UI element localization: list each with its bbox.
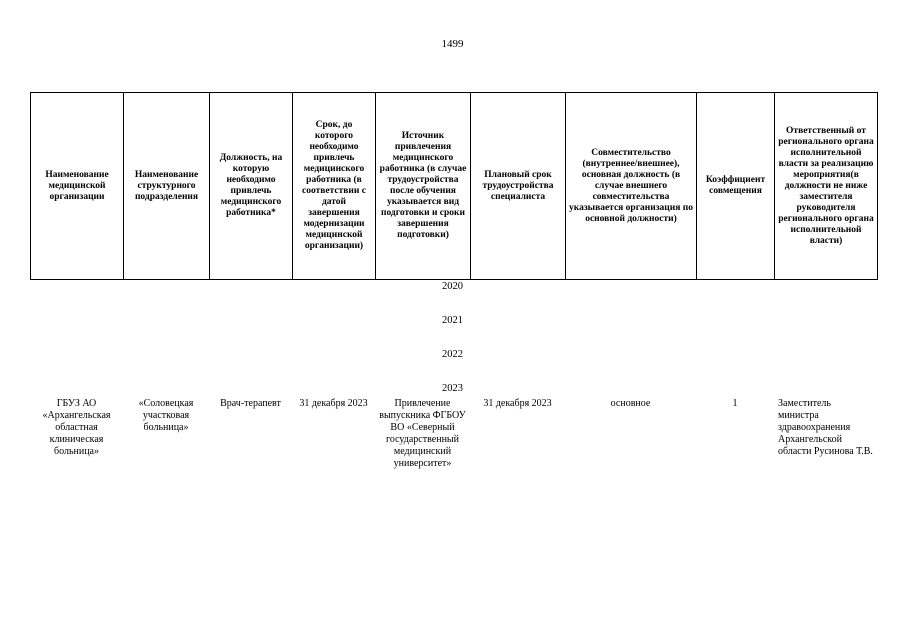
header-source: Источник привлечения медицинского работника (в случае трудоустройства после обучения указывается вид подготовки и сроки завершения подготовки) <box>376 93 471 280</box>
header-organization: Наименование медицинской организации <box>31 93 124 280</box>
header-responsible: Ответственный от регионального органа исполнительной власти за реализацию мероприятия(в должности не ниже заместителя руководителя регионального органа исполнительной власти) <box>775 93 878 280</box>
cell-responsible: Заместитель министра здравоохранения Архангельской области Русинова Т.В. <box>778 398 873 457</box>
page-number: 1499 <box>441 38 464 50</box>
table-row <box>30 398 877 470</box>
cell-position: Врач-терапевт <box>220 398 281 409</box>
header-subdivision: Наименование структурного подразделения <box>124 93 210 280</box>
header-planned-date: Плановый срок трудоустройства специалиста <box>471 93 566 280</box>
header-position: Должность, на которую необходимо привлечь медицинского работника* <box>210 93 293 280</box>
year-label: 2022 <box>442 349 463 360</box>
cell-organization: ГБУЗ АО «Архангельская областная клиническая больница» <box>42 398 111 457</box>
header-table <box>30 92 878 280</box>
header-deadline: Срок, до которого необходимо привлечь медицинского работника (в соответствии с датой завершения модернизации медицинской организации) <box>293 93 376 280</box>
year-label: 2023 <box>442 383 463 394</box>
cell-planned-date: 31 декабря 2023 <box>483 398 552 409</box>
header-combination: Совместительство (внутреннее/внешнее), основная должность (в случае внешнего совместительства указывается организация по основной должности) <box>566 93 697 280</box>
cell-source: Привлечение выпускника ФГБОУ ВО «Северный государственный медицинский университет» <box>379 398 466 469</box>
header-coefficient: Коэффициент совмещения <box>697 93 775 280</box>
year-label: 2021 <box>442 315 463 326</box>
year-label: 2020 <box>442 281 463 292</box>
cell-deadline: 31 декабря 2023 <box>299 398 368 409</box>
cell-coefficient: 1 <box>732 398 738 409</box>
cell-subdivision: «Соловецкая участковая больница» <box>138 398 194 433</box>
cell-combination: основное <box>610 398 651 409</box>
